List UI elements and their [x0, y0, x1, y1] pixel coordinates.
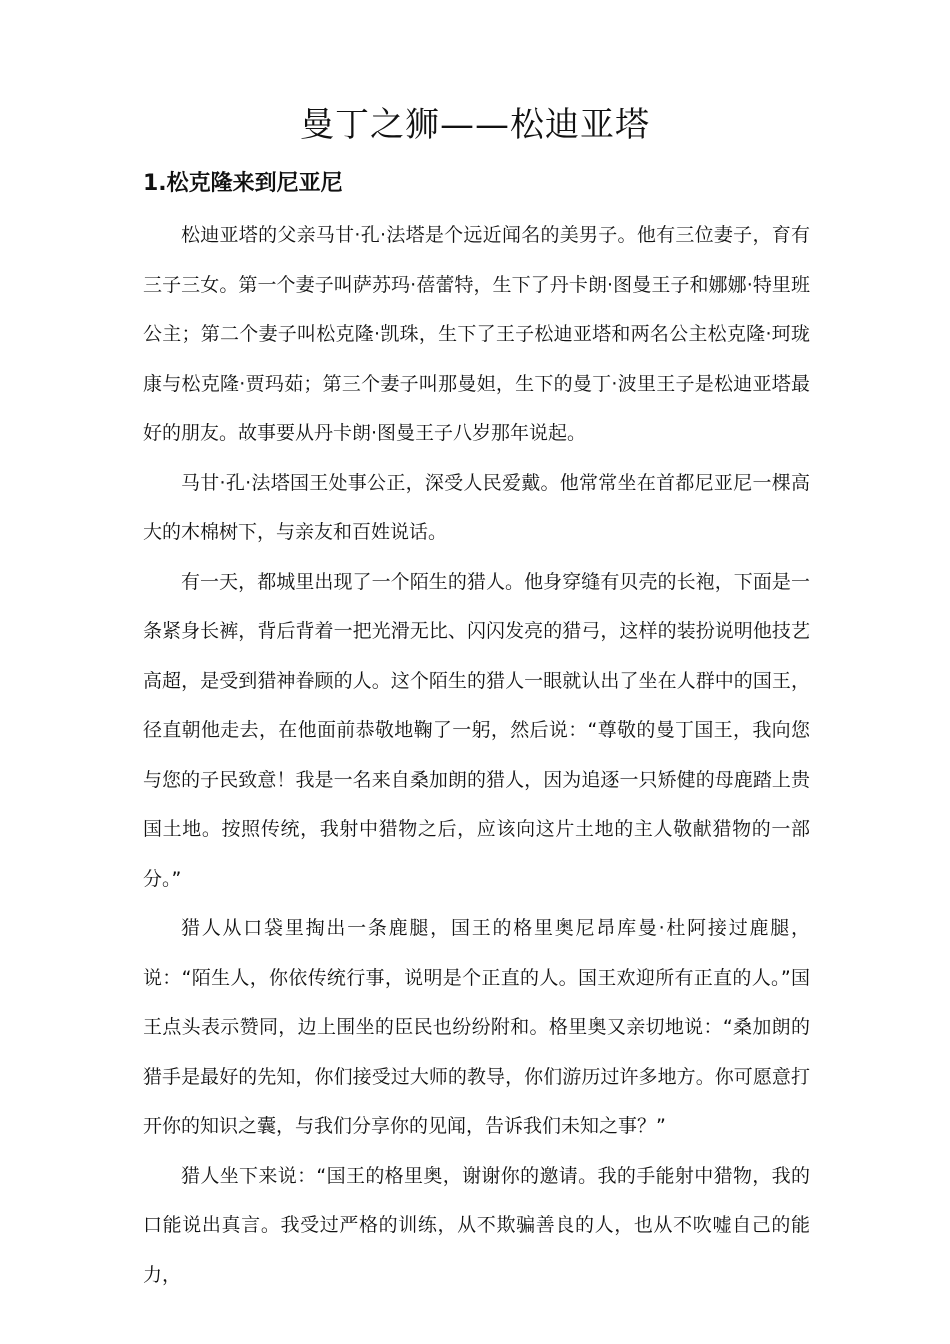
body-text — [143, 211, 810, 1300]
section-heading: 1.松克隆来到尼亚尼 — [143, 171, 343, 196]
paragraph: 有一天，都城里出现了一个陌生的猎人。他身穿缝有贝壳的长袍，下面是一条紧身长裤，背后背着一把光滑无比、闪闪发亮的猎弓，这样的装扮说明他技艺高超，是受到猎神眷顾的人。这个陌生的猎人一眼就认出了坐在人群中的国王，径直朝他走去，在他面前恭敬地鞠了一躬，然后说：“尊敬的曼丁国王，我向您与您的子民致意！我是一名来自桑加朗的猎人，因为追逐一只矫健的母鹿踏上贵国土地。按照传统，我射中猎物之后，应该向这片土地的主人敬献猎物的一部分。” — [143, 570, 810, 890]
paragraph: 马甘·孔·法塔国王处事公正，深受人民爱戴。他常常坐在首都尼亚尼一棵高大的木棉树下，与亲友和百姓说话。 — [143, 471, 810, 543]
paragraph: 松迪亚塔的父亲马甘·孔·法塔是个远近闻名的美男子。他有三位妻子，育有三子三女。第一个妻子叫萨苏玛·蓓蕾特，生下了丹卡朗·图曼王子和娜娜·特里班公主；第二个妻子叫松克隆·凯珠，生下了王子松迪亚塔和两名公主松克隆·珂珑康与松克隆·贾玛茹；第三个妻子叫那曼妲，生下的曼丁·波里王子是松迪亚塔最好的朋友。故事要从丹卡朗·图曼王子八岁那年说起。 — [143, 224, 810, 444]
document-title: 曼丁之狮——松迪亚塔 — [300, 105, 650, 145]
paragraph: 猎人从口袋里掏出一条鹿腿，国王的格里奥尼昂库曼·杜阿接过鹿腿，说：“陌生人，你依传统行事，说明是个正直的人。国王欢迎所有正直的人。”国王点头表示赞同，边上围坐的臣民也纷纷附和。格里奥又亲切地说：“桑加朗的猎手是最好的先知，你们接受过大师的教导，你们游历过许多地方。你可愿意打开你的知识之囊，与我们分享你的见闻，告诉我们未知之事？” — [143, 917, 810, 1137]
paragraph: 猎人坐下来说：“国王的格里奥，谢谢你的邀请。我的手能射中猎物，我的口能说出真言。我受过严格的训练，从不欺骗善良的人，也从不吹嘘自己的能力， — [143, 1164, 810, 1286]
